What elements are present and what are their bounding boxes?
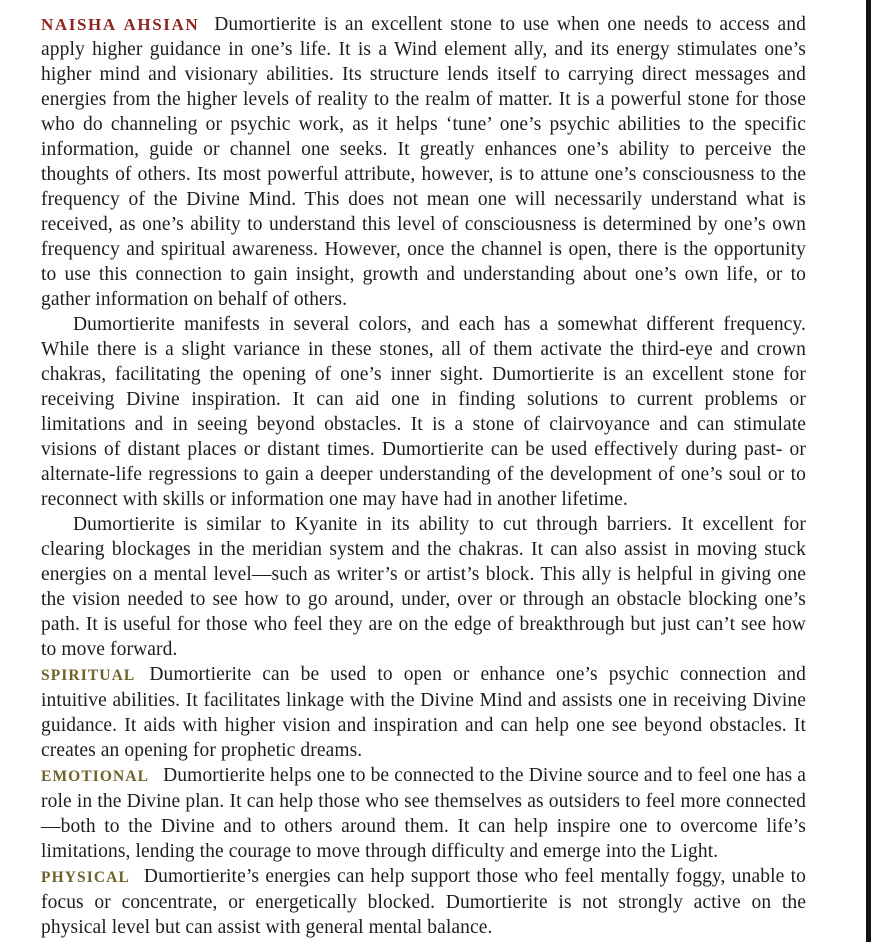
intro-paragraph-1: [41, 12, 806, 312]
intro-paragraph-2: Dumortierite manifests in several colors, and each has a somewhat different frequency. While there is a slight variance in these stones, all of them activate the third-eye and crown chakras, facilitating the opening of one’s inner sight. Dumortierite is an excellent stone for receiving Divine inspiration. It can aid one in finding solutions to current problems or limitations and in seeing beyond obstacles. It is a stone of clairvoyance and can stimulate visions of distant places or distant times. Dumortierite can be used effectively during past- or alternate-life regressions to gain a deeper understanding of the development of one’s soul or to reconnect with skills or information one may have had in another lifetime.: [41, 314, 806, 510]
physical-paragraph: [41, 864, 806, 940]
intro-paragraph-1-text: Dumortierite is an excellent stone to use when one needs to access and apply higher guidance in one’s life. It is a Wind element ally, and its energy stimulates one’s higher mind and visionary abilities. Its structure lends itself to carrying direct messages and energies from the higher levels of reality to the realm of matter. It is a powerful stone for those who do channeling or psychic work, as it helps ‘tune’ one’s psychic abilities to the specific information, guide or channel one seeks. It greatly enhances one’s ability to perceive the thoughts of others. Its most powerful attribute, however, is to attune one’s consciousness to the frequency of the Divine Mind. This does not mean one will necessarily understand what is received, as one’s ability to understand this level of consciousness is determined by one’s own frequency and spiritual awareness. However, once the channel is open, there is the opportunity to use this connection to gain insight, growth and understanding about one’s own life, or to gather information on behalf of others.: [41, 14, 806, 310]
section-label-spiritual: SPIRITUAL: [41, 667, 136, 684]
spiritual-paragraph: [41, 662, 806, 763]
spiritual-paragraph-text: Dumortierite can be used to open or enhance one’s psychic connection and intuitive abilities. It facilitates linkage with the Divine Mind and assists one in receiving Divine guidance. It aids with higher vision and inspiration and can help one see beyond obstacles. It creates an opening for prophetic dreams.: [41, 664, 806, 761]
intro-paragraph-3: Dumortierite is similar to Kyanite in its ability to cut through barriers. It excellent for clearing blockages in the meridian system and the chakras. It can also assist in moving stuck energies on a mental level—such as writer’s or artist’s block. This ally is helpful in giving one the vision needed to see how to go around, under, over or through an obstacle blocking one’s path. It is useful for those who feel they are on the edge of breakthrough but just can’t see how to move forward.: [41, 514, 806, 660]
emotional-paragraph-text: Dumortierite helps one to be connected to the Divine source and to feel one has a role in the Divine plan. It can help those who see themselves as outsiders to feel more connected—both to the Divine and to others around them. It can help inspire one to overcome life’s limitations, lending the courage to move through difficulty and emerge into the Light.: [41, 765, 806, 862]
section-label-emotional: EMOTIONAL: [41, 768, 150, 785]
section-label-physical: PHYSICAL: [41, 869, 130, 886]
emotional-paragraph: [41, 763, 806, 864]
page-edge-line: [866, 0, 871, 942]
physical-paragraph-text: Dumortierite’s energies can help support those who feel mentally foggy, unable to focus or concentrate, or energetically blocked. Dumortierite is not strongly active on the physical level but can assist with general mental balance.: [41, 866, 806, 938]
author-label: NAISHA AHSIAN: [41, 15, 200, 34]
